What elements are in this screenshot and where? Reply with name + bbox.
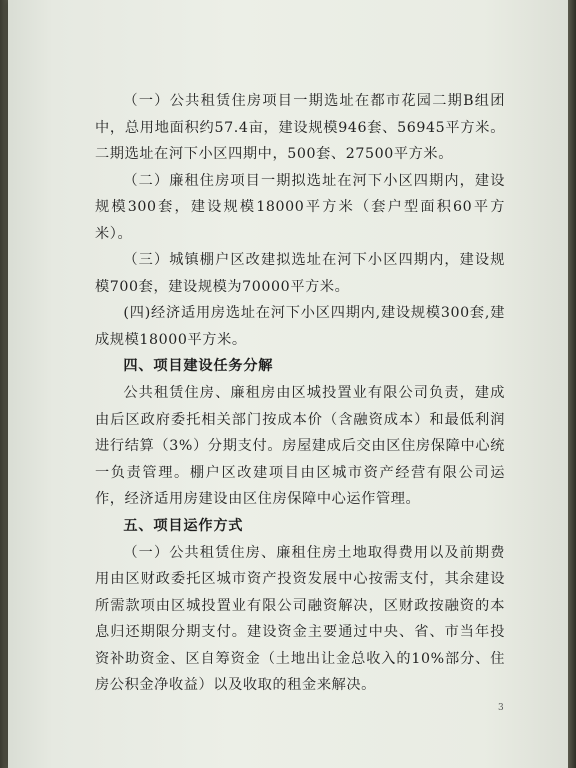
scan-right-edge	[568, 0, 576, 768]
paragraph-low-rent: （二）廉租住房项目一期拟选址在河下小区四期内，建设规模300套，建设规模18000平方米（套户型面积60平方米）。	[95, 172, 505, 242]
page-number: 3	[498, 703, 504, 713]
section-heading-task-breakdown: 四、项目建设任务分解	[123, 358, 274, 374]
scan-left-edge	[0, 0, 8, 768]
paragraph-shantytown: （三）城镇棚户区改建拟选址在河下小区四期内，建设规模700套，建设规模为70000平方米。	[95, 252, 505, 295]
paragraph-affordable-housing: (四)经济适用房选址在河下小区四期内,建设规模300套,建成规模18000平方米。	[95, 305, 505, 348]
paragraph-task-breakdown: 公共租赁住房、廉租房由区城投置业有限公司负责，建成由后区政府委托相关部门按成本价（含融资成本）和最低利润进行结算（3%）分期支付。房屋建成后交由区住房保障中心统一负责管理。棚户区改建项目由区城市资产经营有限公司运作，经济适用房建设由区住房保障中心运作管理。	[95, 385, 505, 507]
section-heading-operation-mode: 五、项目运作方式	[123, 517, 244, 534]
paragraph-operation-mode: （一）公共租赁住房、廉租住房土地取得费用以及前期费用由区财政委托区城市资产投资发展中心按需支付，其余建设所需款项由区城投置业有限公司融资解决，区财政按融资的本息归还期限分期支付。建设资金主要通过中央、省、市当年投资补助资金、区自筹资金（土地出让金总收入的10%部分、住房公积金净收益）以及收取的租金来解决。	[95, 544, 505, 693]
paragraph-public-rental: （一）公共租赁住房项目一期选址在都市花园二期B组团中，总用地面积约57.4亩，建设规模946套、56945平方米。二期选址在河下小区四期中，500套、27500平方米。	[95, 93, 505, 162]
document-body	[95, 88, 505, 699]
